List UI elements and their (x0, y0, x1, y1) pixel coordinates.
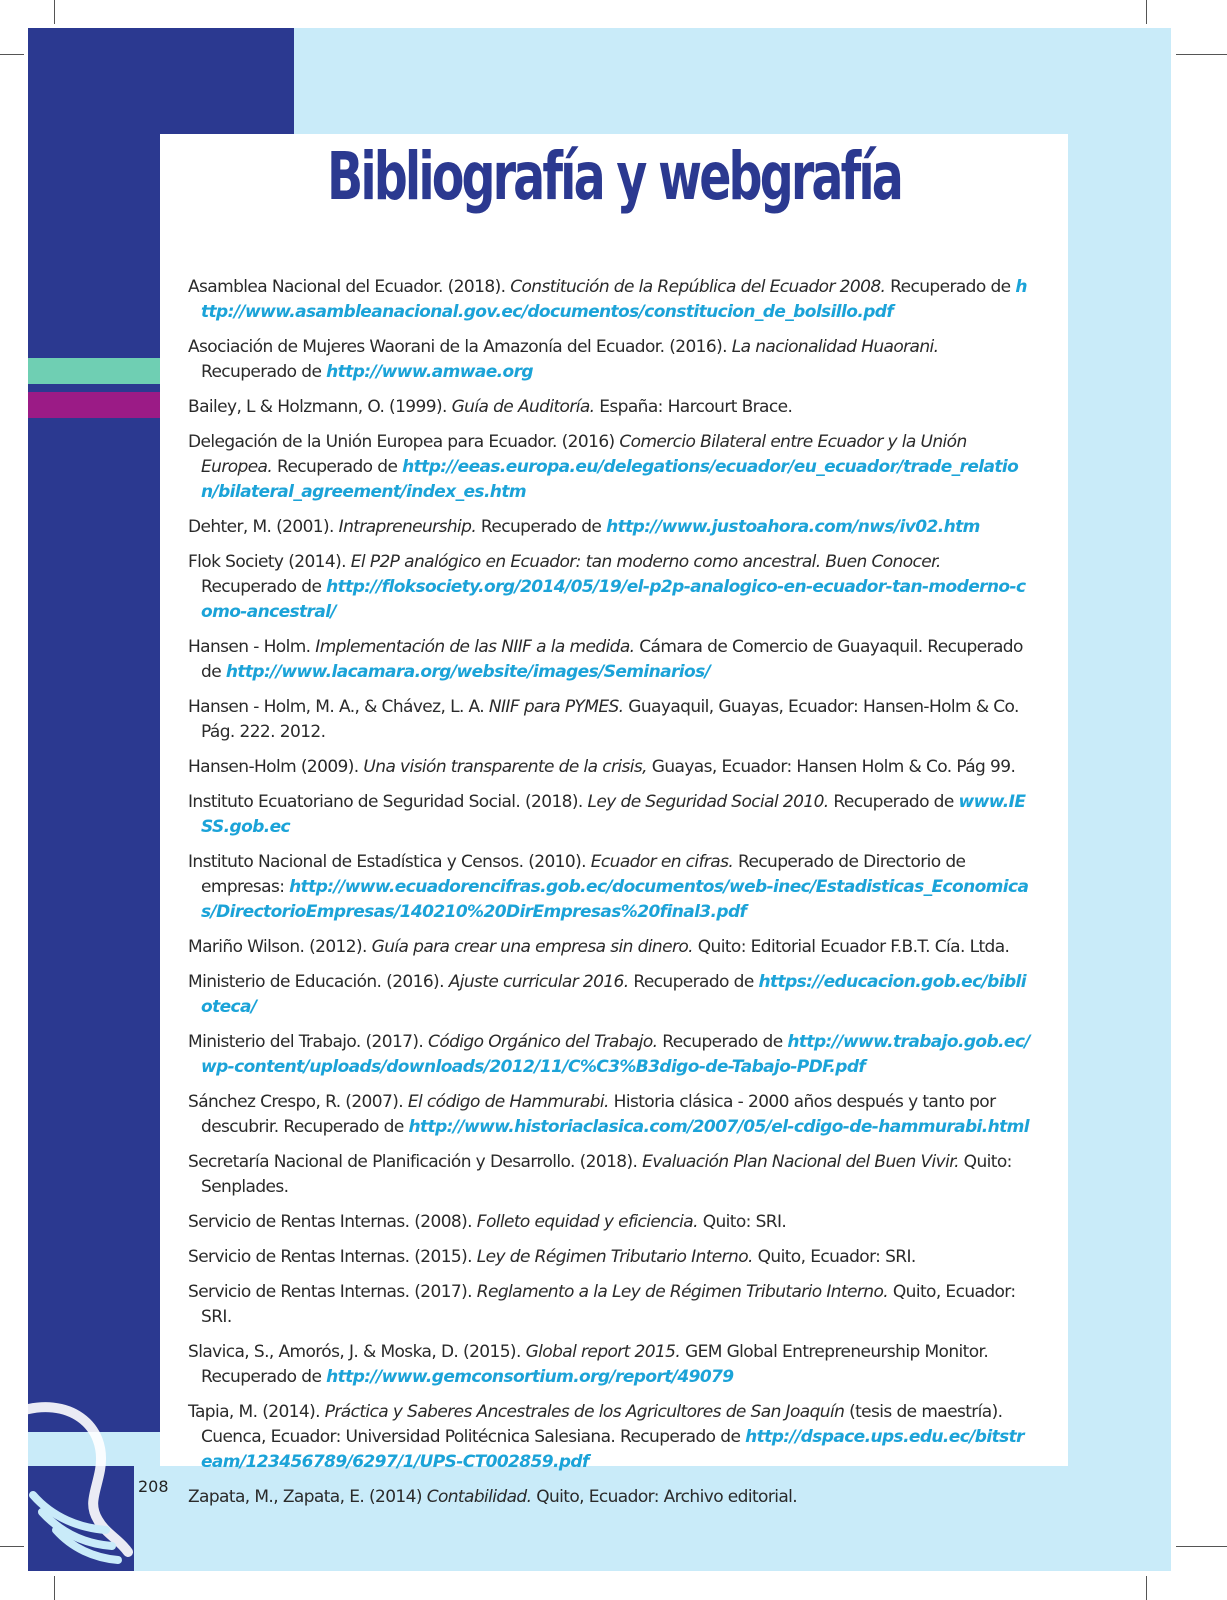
reference-link[interactable]: www.IESS.gob.ec (201, 792, 1026, 837)
crop-mark (1146, 0, 1147, 24)
reference-entry (188, 1210, 1033, 1235)
lightbulb-icon (28, 1400, 138, 1571)
crop-mark (0, 54, 24, 55)
reference-author-year: Ministerio de Educación. (2016). (188, 972, 449, 992)
reference-details: Recuperado de (828, 792, 959, 812)
reference-title: NIIF para PYMES. (488, 697, 624, 717)
reference-author-year: Hansen - Holm, M. A., & Chávez, L. A. (188, 697, 489, 717)
reference-details: Recuperado de (201, 577, 327, 597)
reference-details: Quito: SRI. (697, 1212, 787, 1232)
teal-accent-bar (28, 358, 160, 384)
reference-entry (188, 695, 1033, 745)
reference-details: Quito: Editorial Ecuador F.B.T. Cía. Ltda. (692, 937, 1010, 957)
reference-entry (188, 395, 1033, 420)
reference-entry (188, 1280, 1033, 1330)
reference-author-year: Secretaría Nacional de Planificación y Desarrollo. (2018). (188, 1152, 643, 1172)
reference-link[interactable]: http://www.gemconsortium.org/report/49079 (326, 1367, 734, 1387)
reference-author-year: Dehter, M. (2001). (188, 517, 339, 537)
reference-title: Guía para crear una empresa sin dinero. (371, 937, 693, 957)
reference-title: Ley de Seguridad Social 2010. (587, 792, 829, 812)
reference-details: Historia clásica - 2000 años después y tanto por descubrir. Recuperado de (201, 1092, 996, 1137)
reference-entry (188, 1245, 1033, 1270)
reference-author-year: Instituto Ecuatoriano de Seguridad Social. (2018). (188, 792, 588, 812)
reference-author-year: Mariño Wilson. (2012). (188, 937, 372, 957)
reference-details: Recuperado de (272, 457, 403, 477)
reference-entry (188, 850, 1033, 925)
reference-title: Intrapreneurship. (338, 517, 477, 537)
reference-entry (188, 790, 1033, 840)
reference-details: Recuperado de (201, 362, 327, 382)
reference-link[interactable]: http://www.historiaclasica.com/2007/05/el-cdigo-de-hammurabi.html (408, 1117, 1030, 1137)
reference-author-year: Slavica, S., Amorós, J. & Moska, D. (2015). (188, 1342, 526, 1362)
reference-author-year: Zapata, M., Zapata, E. (2014) (188, 1487, 427, 1507)
reference-author-year: Hansen-Holm (2009). (188, 757, 364, 777)
reference-title: Implementación de las NIIF a la medida. (315, 637, 635, 657)
reference-entry (188, 635, 1033, 685)
reference-entry (188, 550, 1033, 625)
reference-details: Cámara de Comercio de Guayaquil. Recuperado de (201, 637, 1023, 682)
reference-details: Quito, Ecuador: Archivo editorial. (531, 1487, 798, 1507)
reference-entry (188, 1030, 1033, 1080)
crop-mark (0, 1546, 24, 1547)
reference-title: Ecuador en cifras. (590, 852, 734, 872)
reference-entry (188, 1090, 1033, 1140)
reference-author-year: Servicio de Rentas Internas. (2008). (188, 1212, 477, 1232)
crop-mark (1176, 1546, 1227, 1547)
reference-author-year: Sánchez Crespo, R. (2007). (188, 1092, 408, 1112)
crop-mark (54, 1576, 55, 1600)
reference-author-year: Instituto Nacional de Estadística y Censos. (2010). (188, 852, 591, 872)
reference-title: Una visión transparente de la crisis, (363, 757, 647, 777)
crop-mark (1176, 54, 1227, 55)
crop-mark (54, 0, 55, 24)
reference-title: Evaluación Plan Nacional del Buen Vivir. (642, 1152, 959, 1172)
reference-entry (188, 275, 1033, 325)
reference-link[interactable]: http://www.ecuadorencifras.gob.ec/documentos/web-inec/Estadisticas_Economicas/DirectorioEmpresas/140210%20DirEmpresas%20final3.pdf (201, 877, 1029, 922)
reference-link[interactable]: http://www.asambleanacional.gov.ec/documentos/constitucion_de_bolsillo.pdf (201, 277, 1027, 322)
reference-title: Global report 2015. (525, 1342, 681, 1362)
reference-details: Guayas, Ecuador: Hansen Holm & Co. Pág 99. (646, 757, 1016, 777)
reference-entry (188, 515, 1033, 540)
reference-details: Quito, Ecuador: SRI. (201, 1282, 1016, 1327)
reference-link[interactable]: http://www.amwae.org (326, 362, 533, 382)
reference-link[interactable]: http://eeas.europa.eu/delegations/ecuador/eu_ecuador/trade_relation/bilateral_agreement/index_es.htm (201, 457, 1019, 502)
reference-details: Recuperado de (628, 972, 759, 992)
reference-details: GEM Global Entrepreneurship Monitor. Recuperado de (201, 1342, 989, 1387)
page-title: Bibliografía y webgrafía (327, 138, 901, 215)
reference-title: Comercio Bilateral entre Ecuador y la Unión Europea. (201, 432, 967, 477)
reference-entry (188, 1485, 1033, 1510)
reference-entry (188, 935, 1033, 960)
reference-title: Folleto equidad y eficiencia. (476, 1212, 698, 1232)
reference-author-year: Asociación de Mujeres Waorani de la Amazonía del Ecuador. (2016). (188, 337, 732, 357)
reference-title: El código de Hammurabi. (407, 1092, 609, 1112)
reference-entry (188, 1400, 1033, 1475)
reference-details: Guayaquil, Guayas, Ecuador: Hansen-Holm & Co. Pág. 222. 2012. (201, 697, 1019, 742)
reference-title: Constitución de la República del Ecuador 2008. (510, 277, 886, 297)
reference-list (188, 275, 1033, 1520)
reference-author-year: Servicio de Rentas Internas. (2015). (188, 1247, 477, 1267)
reference-details: Quito, Ecuador: SRI. (752, 1247, 916, 1267)
reference-title: Guía de Auditoría. (451, 397, 595, 417)
reference-author-year: Hansen - Holm. (188, 637, 316, 657)
reference-entry (188, 1340, 1033, 1390)
reference-details: Recuperado de (657, 1032, 788, 1052)
reference-entry (188, 970, 1033, 1020)
reference-entry (188, 755, 1033, 780)
reference-title: Ajuste curricular 2016. (448, 972, 629, 992)
crop-mark (1146, 1576, 1147, 1600)
reference-link[interactable]: http://www.lacamara.org/website/images/Seminarios/ (225, 662, 711, 682)
reference-title: Contabilidad. (426, 1487, 532, 1507)
reference-link[interactable]: http://www.justoahora.com/nws/iv02.htm (606, 517, 980, 537)
reference-author-year: Tapia, M. (2014). (188, 1402, 325, 1422)
reference-title: El P2P analógico en Ecuador: tan moderno como ancestral. Buen Conocer. (350, 552, 941, 572)
magenta-accent-bar (28, 392, 160, 418)
reference-link[interactable]: http://www.trabajo.gob.ec/wp-content/uploads/downloads/2012/11/C%C3%B3digo-de-Tabajo-PDF.pdf (201, 1032, 1030, 1077)
reference-details: (tesis de maestría). Cuenca, Ecuador: Universidad Politécnica Salesiana. Recuperado de (201, 1402, 1003, 1447)
reference-link[interactable]: http://floksociety.org/2014/05/19/el-p2p-analogico-en-ecuador-tan-moderno-como-ancestral/ (201, 577, 1026, 622)
reference-author-year: Bailey, L & Holzmann, O. (1999). (188, 397, 452, 417)
reference-author-year: Asamblea Nacional del Ecuador. (2018). (188, 277, 511, 297)
page-number: 208 (138, 1477, 169, 1496)
reference-details: Recuperado de (476, 517, 607, 537)
reference-link[interactable]: http://dspace.ups.edu.ec/bitstream/123456789/6297/1/UPS-CT002859.pdf (201, 1427, 1024, 1472)
reference-author-year: Flok Society (2014). (188, 552, 351, 572)
reference-details: Quito: Senplades. (201, 1152, 1012, 1197)
reference-entry (188, 335, 1033, 385)
reference-author-year: Ministerio del Trabajo. (2017). (188, 1032, 429, 1052)
reference-details: Recuperado de (885, 277, 1016, 297)
reference-title: Práctica y Saberes Ancestrales de los Agricultores de San Joaquín (324, 1402, 845, 1422)
reference-details: España: Harcourt Brace. (594, 397, 793, 417)
reference-entry (188, 1150, 1033, 1200)
reference-author-year: Servicio de Rentas Internas. (2017). (188, 1282, 477, 1302)
reference-title: La nacionalidad Huaorani. (731, 337, 939, 357)
reference-entry (188, 430, 1033, 505)
reference-title: Reglamento a la Ley de Régimen Tributario Interno. (476, 1282, 889, 1302)
reference-title: Ley de Régimen Tributario Interno. (476, 1247, 753, 1267)
reference-author-year: Delegación de la Unión Europea para Ecuador. (2016) (188, 432, 620, 452)
reference-details: Recuperado de Directorio de empresas: (201, 852, 966, 897)
reference-link[interactable]: https://educacion.gob.ec/biblioteca/ (201, 972, 1026, 1017)
reference-title: Código Orgánico del Trabajo. (428, 1032, 658, 1052)
